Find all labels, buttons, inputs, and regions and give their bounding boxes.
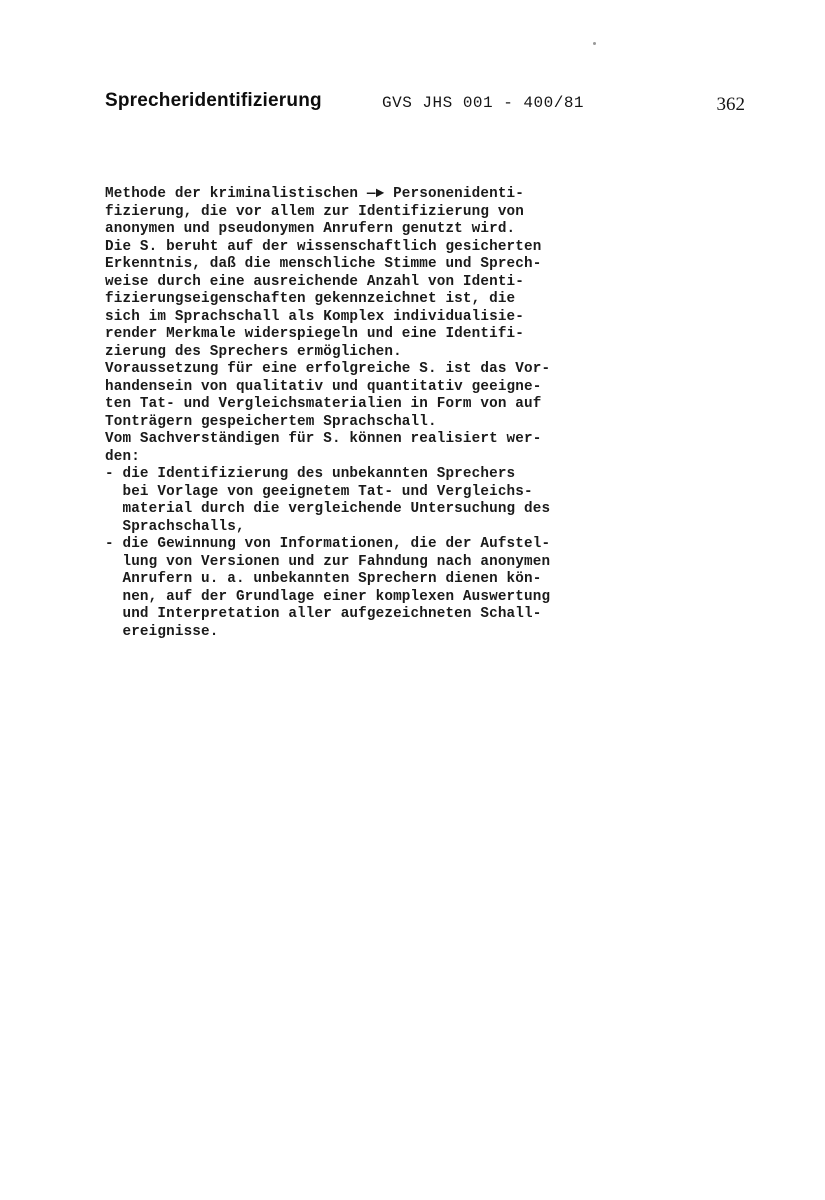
entry-term: Sprecheridentifizierung	[105, 90, 322, 111]
list-item-line: bei Vorlage von geeignetem Tat- und Vergleichs-	[105, 483, 533, 500]
list-item-line: - die Gewinnung von Informationen, die der Aufstel-	[105, 536, 551, 552]
body-line: sich im Sprachschall als Komplex individualisie-	[105, 308, 525, 325]
page-header	[105, 90, 745, 120]
entry-body	[105, 186, 625, 641]
list-item-line: ereignisse.	[105, 623, 219, 640]
body-line: anonymen und pseudonymen Anrufern genutzt wird.	[105, 221, 516, 237]
body-line: zierung des Sprechers ermöglichen.	[105, 343, 402, 360]
body-line: handensein von qualitativ und quantitativ geeigne-	[105, 378, 542, 395]
body-line: Methode der kriminalistischen —► Personenidenti-	[105, 186, 525, 202]
body-line: Voraussetzung für eine erfolgreiche S. ist das Vor-	[105, 361, 551, 377]
scan-speck	[593, 42, 596, 45]
list-item-line: Sprachschalls,	[105, 518, 245, 535]
list-item-line: lung von Versionen und zur Fahndung nach anonymen	[105, 553, 551, 570]
body-line: Vom Sachverständigen für S. können realisiert wer-	[105, 431, 542, 447]
body-line: weise durch eine ausreichende Anzahl von Identi-	[105, 273, 525, 290]
page-number: 362	[716, 94, 745, 115]
body-line: render Merkmale widerspiegeln und eine Identifi-	[105, 326, 525, 342]
body-line: Tonträgern gespeichertem Sprachschall.	[105, 413, 437, 430]
body-line: den:	[105, 448, 140, 465]
list-item-line: nen, auf der Grundlage einer komplexen Auswertung	[105, 588, 551, 605]
list-item-line: - die Identifizierung des unbekannten Sprechers	[105, 466, 516, 482]
body-line: fizierung, die vor allem zur Identifizierung von	[105, 203, 525, 220]
document-reference: GVS JHS 001 - 400/81	[382, 94, 585, 112]
list-item-line: Anrufern u. a. unbekannten Sprechern dienen kön-	[105, 571, 542, 587]
body-line: fizierungseigenschaften gekennzeichnet ist, die	[105, 291, 516, 307]
list-item-line: und Interpretation aller aufgezeichneten Schall-	[105, 606, 542, 622]
body-line: Erkenntnis, daß die menschliche Stimme und Sprech-	[105, 256, 542, 272]
list-item-line: material durch die vergleichende Untersuchung des	[105, 501, 551, 517]
body-line: Die S. beruht auf der wissenschaftlich gesicherten	[105, 238, 542, 255]
body-line: ten Tat- und Vergleichsmaterialien in Form von auf	[105, 396, 542, 412]
